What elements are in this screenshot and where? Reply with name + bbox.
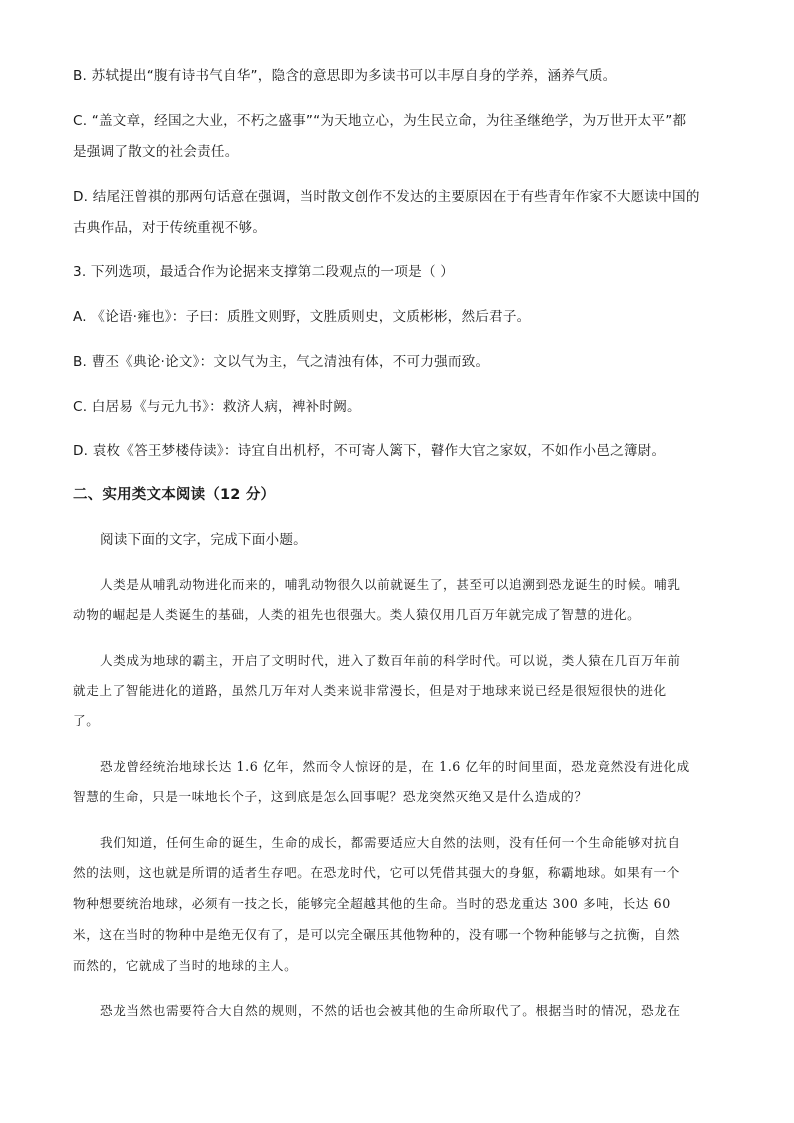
instruction-line: 阅读下面的文字，完成下面小题。	[100, 532, 307, 548]
passage-p5-line-1: 恐龙当然也需要符合大自然的规则，不然的话也会被其他的生命所取代了。根据当时的情况，恐龙在	[100, 1003, 681, 1018]
passage-p4-line-4: 米，这在当时的物种中是绝无仅有了，是可以完全碾压其他物种的，没有哪一个物种能够与之抗衡，自然	[73, 927, 680, 942]
option-c-line-1: C. “盖文章，经国之大业，不朽之盛事”“为天地立心，为生民立命，为往圣继绝学，为万世开太平”都	[73, 113, 687, 129]
passage-p4-line-2: 然的法则，这也就是所谓的适者生存吧。在恐龙时代，它可以凭借其强大的身躯，称霸地球。如果有一个	[73, 865, 680, 880]
option-d-line-1: D. 结尾汪曾祺的那两句话意在强调，当时散文创作不发达的主要原因在于有些青年作家不大愿读中国的	[73, 189, 700, 205]
passage-p3-line-1: 恐龙曾经统治地球长达 1.6 亿年，然而令人惊讶的是，在 1.6 亿年的时间里面，恐龙竟然没有进化成	[100, 759, 690, 774]
passage-p4-line-1: 我们知道，任何生命的诞生，生命的成长，都需要适应大自然的法则，没有任何一个生命能够对抗自	[100, 835, 681, 850]
passage-p2-line-1: 人类成为地球的霸主，开启了文明时代，进入了数百年前的科学时代。可以说，类人猿在几百万年前	[100, 653, 681, 668]
passage-p4-line-3: 物种想要统治地球，必须有一技之长，能够完全超越其他的生命。当时的恐龙重达 300 多吨，长达 60	[73, 896, 671, 911]
passage-p1-line-1: 人类是从哺乳动物进化而来的，哺乳动物很久以前就诞生了，甚至可以追溯到恐龙诞生的时候。哺乳	[100, 577, 681, 592]
option-d-line-2: 古典作品，对于传统重视不够。	[73, 220, 267, 236]
passage-p1-line-2: 动物的崛起是人类诞生的基础，人类的祖先也很强大。类人猿仅用几百万年就完成了智慧的进化。	[73, 607, 641, 622]
q3-option-b: B. 曹丕《典论·论文》：文以气为主，气之清浊有体，不可力强而致。	[73, 354, 490, 370]
q3-option-d: D. 袁枚《答王梦楼侍读》：诗宜自出机杼，不可寄人篱下，瞽作大官之家奴，不如作小邑之簿尉。	[73, 443, 666, 459]
option-c-line-2: 是强调了散文的社会责任。	[73, 144, 239, 160]
q3-option-c: C. 白居易《与元九书》：救济人病，裨补时阙。	[73, 399, 361, 415]
passage-p4-line-5: 而然的，它就成了当时的地球的主人。	[73, 958, 298, 973]
passage-p3-line-2: 智慧的生命，只是一味地长个子，这到底是怎么回事呢？恐龙突然灭绝又是什么造成的？	[73, 789, 588, 804]
option-b-line: B. 苏轼提出“腹有诗书气自华”，隐含的意思即为多读书可以丰厚自身的学养，涵养气质。	[73, 68, 617, 84]
section-heading: 二、实用类文本阅读（12 分）	[73, 487, 276, 503]
q3-option-a: A. 《论语·雍也》：子曰：质胜文则野，文胜质则史，文质彬彬，然后君子。	[73, 309, 531, 325]
passage-p2-line-3: 了。	[73, 713, 100, 728]
question-3-line: 3. 下列选项，最适合作为论据来支撑第二段观点的一项是（ ）	[73, 264, 455, 280]
passage-p2-line-2: 就走上了智能进化的道路，虽然几万年对人类来说非常漫长，但是对于地球来说已经是很短很快的进化	[73, 683, 667, 698]
